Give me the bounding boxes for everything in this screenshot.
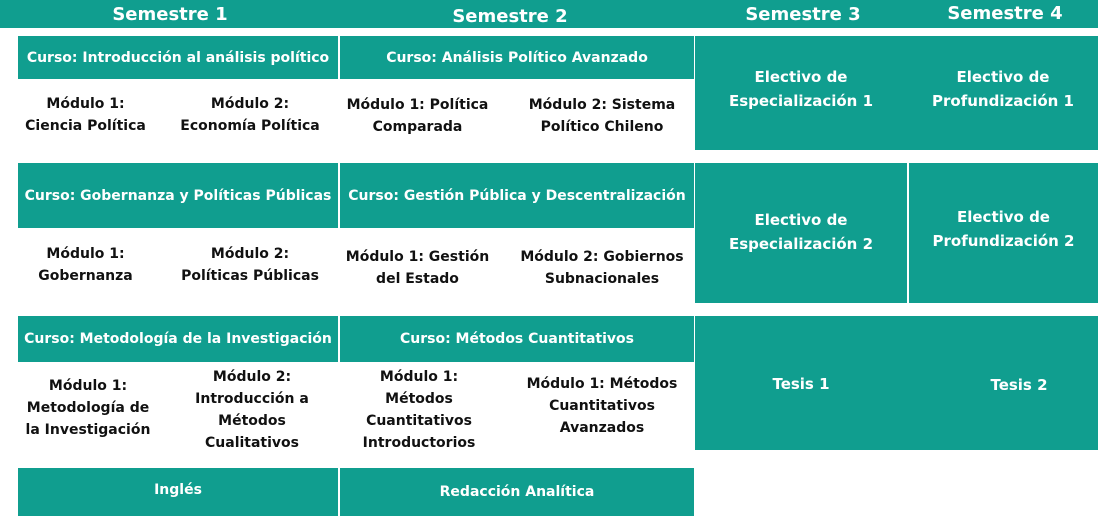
course-header: Curso: Análisis Político Avanzado xyxy=(340,36,694,79)
course-header: Curso: Introducción al análisis político xyxy=(18,36,338,79)
module-cell: Módulo 1: Política Comparada xyxy=(346,97,489,135)
semester-1-label: Semestre 1 xyxy=(112,3,228,25)
module-cell: Módulo 1: Metodología de la Investigación xyxy=(25,378,151,438)
semester-4-label: Semestre 4 xyxy=(947,2,1063,24)
elective-cell: Electivo de Profundización 1 xyxy=(932,68,1074,110)
module-cell: Módulo 2: Políticas Públicas xyxy=(181,246,319,284)
course-header: Curso: Metodología de la Investigación xyxy=(18,316,338,362)
course-header: Curso: Gestión Pública y Descentralización xyxy=(340,163,694,228)
elective-cell: Electivo de Especialización 1 xyxy=(728,68,874,110)
module-cell: Módulo 1: Ciencia Política xyxy=(25,96,146,134)
module-cell: Módulo 2: Gobiernos Subnacionales xyxy=(520,249,684,287)
footer-course: Redacción Analítica xyxy=(340,468,694,516)
course-header: Curso: Gobernanza y Políticas Públicas xyxy=(18,163,338,228)
elective-cell: Electivo de Profundización 2 xyxy=(932,208,1075,250)
thesis-cell: Tesis 2 xyxy=(990,376,1048,394)
module-cell: Módulo 1: Métodos Cuantitativos Introductorios xyxy=(362,369,476,451)
footer-course: Inglés xyxy=(18,468,338,516)
module-cell: Módulo 1: Métodos Cuantitativos Avanzados xyxy=(526,376,678,436)
module-cell: Módulo 2: Sistema Político Chileno xyxy=(528,97,676,135)
module-cell: Módulo 1: Gestión del Estado xyxy=(345,249,490,287)
module-cell: Módulo 2: Economía Política xyxy=(180,96,320,134)
elective-cell: Electivo de Especialización 2 xyxy=(728,211,874,253)
semester-2-label: Semestre 2 xyxy=(452,5,568,27)
module-cell: Módulo 1: Gobernanza xyxy=(38,246,133,284)
course-header: Curso: Métodos Cuantitativos xyxy=(340,316,694,362)
semester-3-label: Semestre 3 xyxy=(745,3,861,25)
module-cell: Módulo 2: Introducción a Métodos Cualitativos xyxy=(195,369,309,451)
thesis-cell: Tesis 1 xyxy=(772,375,830,393)
